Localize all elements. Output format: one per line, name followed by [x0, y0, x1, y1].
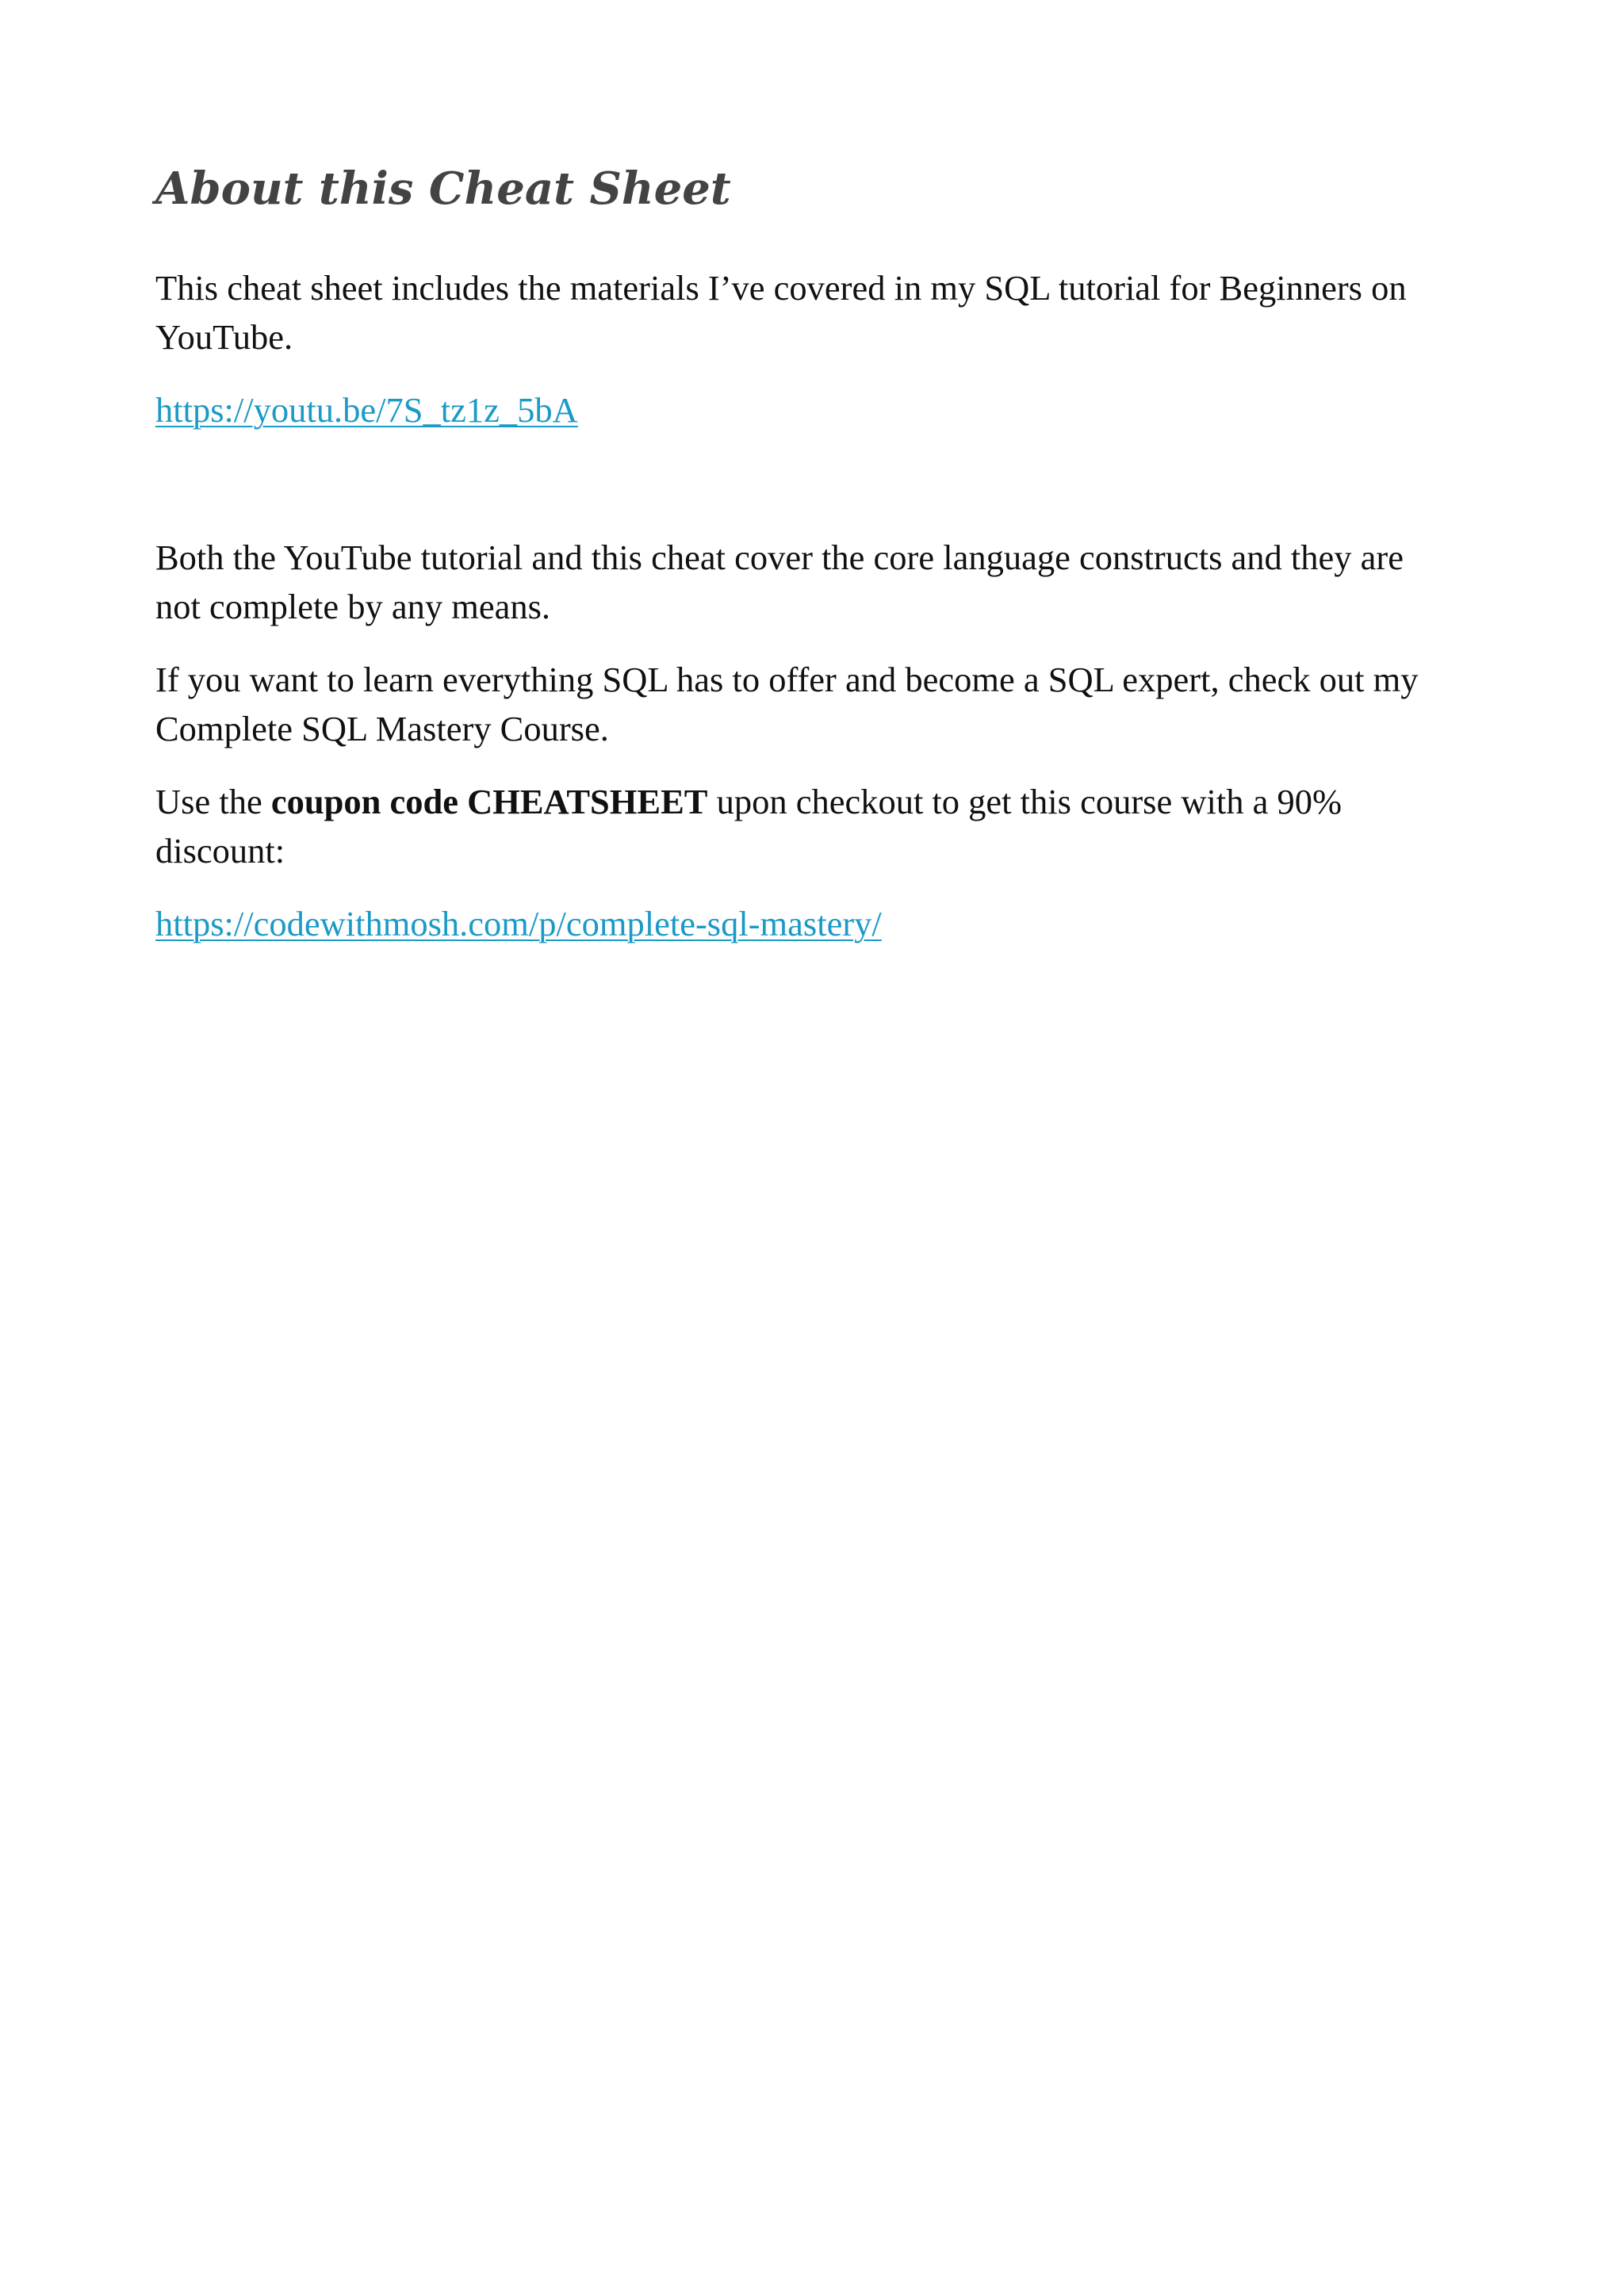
course-paragraph: If you want to learn everything SQL has to offer and become a SQL expert, check out my Complete SQL Mastery Course.	[155, 660, 1419, 748]
page-title: About this Cheat Sheet	[155, 163, 731, 215]
page-content	[155, 155, 1456, 948]
intro-paragraph: This cheat sheet includes the materials I’ve covered in my SQL tutorial for Beginners on YouTube.	[155, 268, 1407, 357]
youtube-tutorial-link[interactable]: https://youtu.be/7S_tz1z_5bA	[155, 390, 578, 430]
course-link[interactable]: https://codewithmosh.com/p/complete-sql-mastery/	[155, 904, 882, 943]
coupon-paragraph	[155, 777, 1456, 875]
coupon-suffix-text: upon checkout to get this course with a 90% discount:	[155, 782, 1342, 871]
scope-paragraph: Both the YouTube tutorial and this cheat cover the core language constructs and they are not complete by any means.	[155, 538, 1404, 626]
coupon-code-text: coupon code CHEATSHEET	[270, 782, 708, 821]
coupon-prefix-text: Use the	[155, 782, 271, 821]
